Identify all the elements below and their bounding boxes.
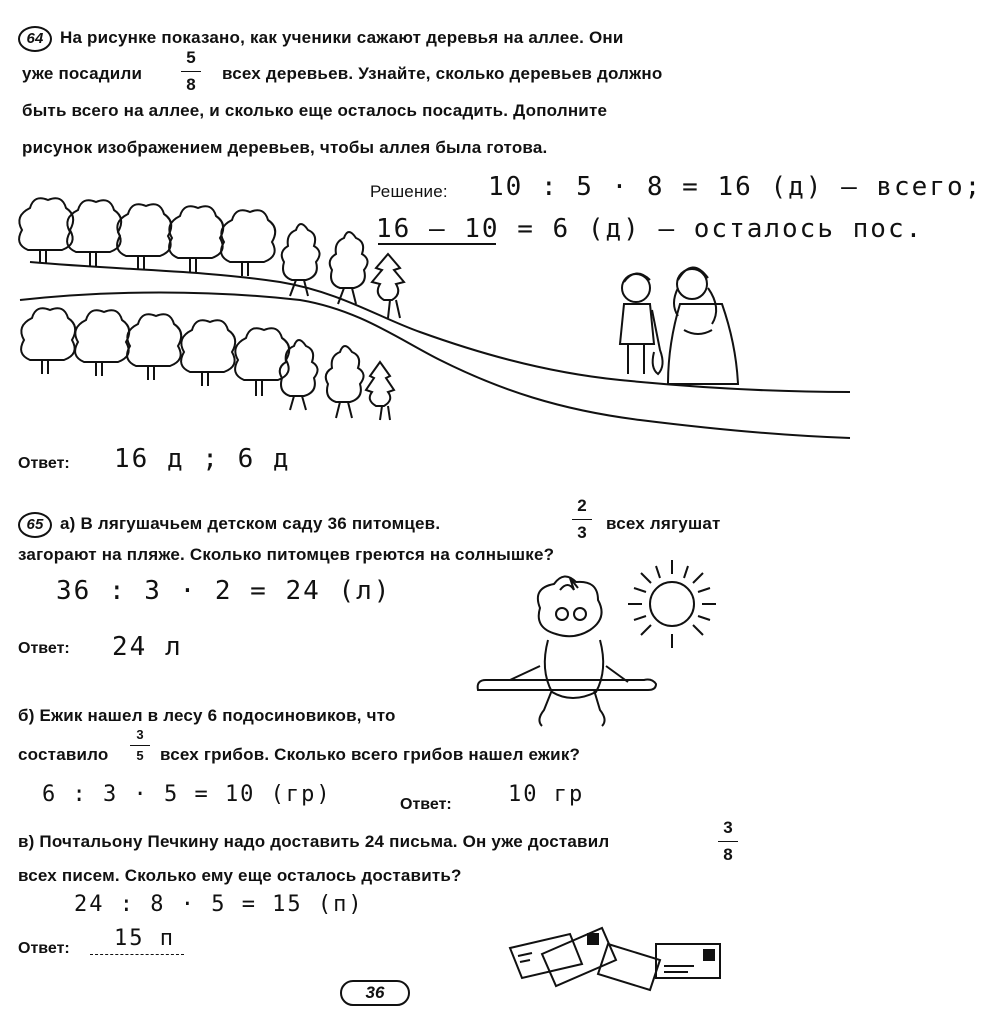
- envelope-icon: [656, 944, 720, 978]
- solution-line1: 10 : 5 · 8 = 16 (д) – всего;: [488, 172, 982, 202]
- task65b-answer-label: Ответ:: [400, 796, 452, 813]
- envelope-icon: [542, 928, 616, 986]
- boy-icon: [620, 273, 663, 374]
- drawn-tree-icon: [330, 232, 368, 304]
- drawn-tree-icon: [280, 340, 318, 410]
- girl-icon: [668, 267, 738, 384]
- task65b-fraction: 3 5: [130, 728, 150, 763]
- task65a-answer: 24 л: [112, 632, 183, 662]
- task65a-line1b: всех лягушат: [606, 514, 721, 533]
- task64-line4: рисунок изображением деревьев, чтобы аллея была готова.: [22, 138, 548, 157]
- task64-line2b: всех деревьев. Узнайте, сколько деревьев должно: [222, 64, 663, 83]
- task64-line3: быть всего на аллее, и сколько еще осталось посадить. Дополните: [22, 101, 608, 120]
- envelope-icon: [598, 944, 660, 990]
- solution-line2: 16 – 10 = 6 (д) – осталось пос.: [376, 214, 924, 244]
- task65c-line1: в) Почтальону Печкину надо доставить 24 письма. Он уже доставил: [18, 832, 610, 851]
- task65-number: 65: [18, 512, 52, 538]
- answer-line: [90, 954, 184, 955]
- tree-icon: [75, 310, 129, 376]
- task65c-answer-label: Ответ:: [18, 940, 70, 957]
- tree-icon: [19, 198, 73, 264]
- task64-answer: 16 д ; 6 д: [114, 444, 291, 474]
- task65a-solution: 36 : 3 · 2 = 24 (л): [56, 576, 392, 606]
- tree-icon: [127, 314, 181, 380]
- tree-icon: [117, 204, 171, 270]
- task65c-line2: всех писем. Сколько ему еще осталось доставить?: [18, 866, 462, 885]
- task64-line2a: уже посадили: [22, 64, 143, 83]
- solution-underline: [378, 243, 496, 245]
- task65c-solution: 24 : 8 · 5 = 15 (п): [74, 892, 364, 917]
- task65b-line2a: составило: [18, 745, 109, 764]
- tree-icon: [181, 320, 235, 386]
- task64-fraction: 5 8: [181, 48, 201, 95]
- envelope-icon: [510, 934, 582, 978]
- page-number: 36: [340, 980, 410, 1006]
- drawn-tree-icon: [372, 254, 404, 318]
- drawn-tree-icon: [366, 362, 394, 420]
- tree-icon: [221, 210, 275, 276]
- task65a-answer-label: Ответ:: [18, 640, 70, 657]
- task65a-line2: загорают на пляже. Сколько питомцев греются на солнышке?: [18, 545, 555, 564]
- task64-answer-label: Ответ:: [18, 455, 70, 472]
- task65b-line2b: всех грибов. Сколько всего грибов нашел ежик?: [160, 745, 581, 764]
- task65c-fraction: 3 8: [718, 818, 738, 865]
- task65-line1: 65 а) В лягушачьем детском саду 36 питомцев.: [18, 512, 440, 538]
- tree-icon: [169, 206, 223, 272]
- sun-icon: [628, 560, 716, 648]
- frog-icon: [478, 576, 656, 726]
- drawn-tree-icon: [282, 224, 320, 296]
- solution-label: Решение:: [370, 182, 448, 201]
- tree-icon: [235, 328, 289, 396]
- drawn-tree-icon: [326, 346, 364, 418]
- task65b-answer: 10 гр: [508, 782, 585, 807]
- task64-number: 64: [18, 26, 52, 52]
- task65c-answer: 15 п: [114, 926, 175, 951]
- task65a-fraction: 2 3: [572, 496, 592, 543]
- task65b-line1: б) Ежик нашел в лесу 6 подосиновиков, что: [18, 706, 396, 725]
- tree-icon: [67, 200, 121, 266]
- tree-icon: [21, 308, 75, 374]
- task64-line1: 64 На рисунке показано, как ученики сажают деревья на аллее. Они: [18, 26, 624, 52]
- task65b-solution: 6 : 3 · 5 = 10 (гр): [42, 782, 332, 807]
